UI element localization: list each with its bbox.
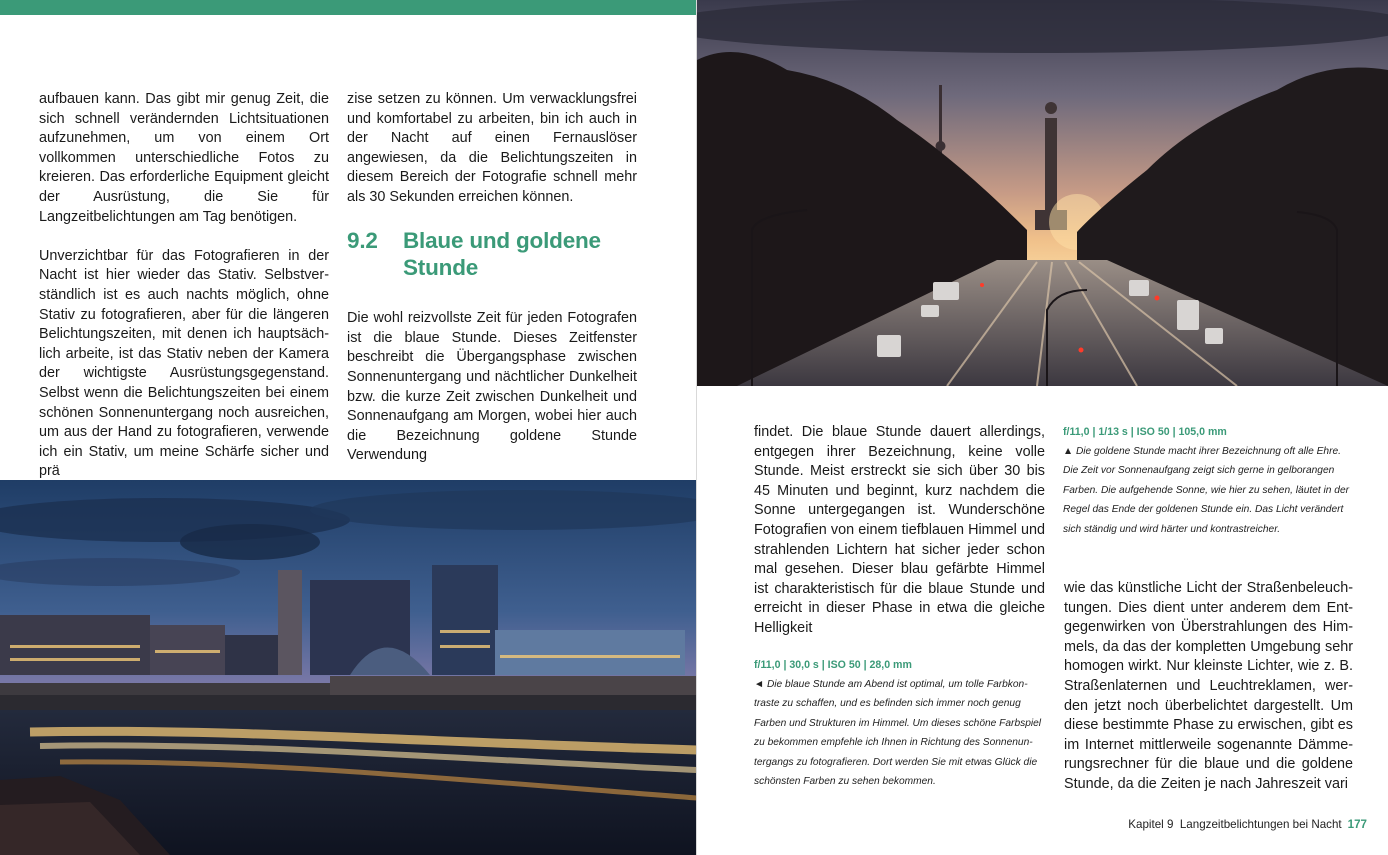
paragraph: findet. Die blaue Stunde dauert allerdings, entgegen ihrer Bezeichnung, keine volle Stunde. Meist erstreckt sie sich über 30 bis 45 Minuten und beginnt, kurz nachdem die Sonne untergegangen ist. Wunderschöne Fotografien von einem tiefblauen Himmel und strahlenden Lichtern hat sicher jeder schon mal gesehen. Dieser blau gefärbte Himmel ist charakteristisch für die blaue Stunde und erreicht in dieser Phase in etwa die gleiche Helligkeit <box>754 424 1045 636</box>
paragraph: Unverzichtbar für das Fotografieren in der Nacht ist hier wieder das Stativ. Selbstverständlich ist es auch nachts möglich, ohne Stativ zu fotografieren, aber für die längeren Belichtungszeiten, mit denen ich hauptsächlich arbeite, ist das Stativ neben der Kamera der wichtigste Ausrüstungsgegenstand. Selbst wenn die Belichtungszeiten bei einem schönen Sonnenuntergang noch ausreichen, um aus der Hand zu fotografieren, verwende ich ein Stativ, um meine Schärfe sicher und prä <box>39 247 329 480</box>
right-column-2 <box>1064 579 1353 814</box>
exif-info: f/11,0 | 30,0 s | ISO 50 | 28,0 mm <box>754 659 912 671</box>
page-number: 177 <box>1347 818 1367 831</box>
caption-golden-hour <box>1063 423 1355 539</box>
footer-chapter: Kapitel 9 <box>1128 818 1174 831</box>
caption-text: Die goldene Stunde macht ihrer Bezeichnung oft alle Ehre. Die Zeit vor Sonnenaufgang zeigt sich gerne in gelborangen Farben. Die aufgehende Sonne, wie hier zu sehen, läutet in der Regel das Ende der goldenen Stunde ein. Das Licht verändert sich ständig und wird härter und kontrastreicher. <box>1063 446 1350 535</box>
section-title: Blaue und goldene Stunde <box>403 228 601 281</box>
exif-info: f/11,0 | 1/13 s | ISO 50 | 105,0 mm <box>1063 426 1227 438</box>
caption-blue-hour <box>754 656 1048 791</box>
chapter-color-bar <box>0 0 697 15</box>
section-heading <box>347 227 637 281</box>
paragraph: zise setzen zu können. Um verwacklungsfrei und komfortabel zu arbeiten, bin ich auch in der Nacht auf einen Fernauslöser angewiesen, da die Belichtungszeiten in diesem Bereich der Fotografie schnell mehr als 30 Sekunden erreichen können. <box>347 91 637 205</box>
paragraph: Die wohl reizvollste Zeit für jeden Fotografen ist die blaue Stunde. Dieses Zeitfenster beschreibt die Übergangsphase zwischen Sonnenuntergang und nächtlicher Dunkelheit bzw. die kurze Zeit zwischen Dunkelheit und Sonnenaufgang am Morgen, wobei hier auch die Bezeichnung goldene Stunde Verwendung <box>347 310 637 464</box>
paragraph: aufbauen kann. Das gibt mir genug Zeit, die sich schnell verändernden Lichtsituationen aufzunehmen, um von einem Ort vollkommen unterschiedliche Fotos zu kreieren. Das erforderliche Equipment gleicht der Ausrüstung, die Sie für Langzeitbelichtungen am Tag benötigen. <box>39 91 329 225</box>
right-page <box>697 0 1388 855</box>
left-column-1 <box>39 90 329 501</box>
page-footer <box>1117 818 1367 831</box>
arrow-left-icon: ◄ <box>754 679 765 690</box>
section-number: 9.2 <box>347 228 378 254</box>
left-column-2 <box>347 90 637 486</box>
photo-golden-hour-avenue <box>697 0 1388 386</box>
right-column-1 <box>754 423 1045 658</box>
caption-text: Die blaue Stunde am Abend ist optimal, um tolle Farbkontraste zu schaffen, und es befinden sich immer noch genug Farben und Strukturen im Himmel. Um dieses schöne Farbspiel zu bekommen empfehle ich Ihnen in Richtung des Sonnenuntergangs zu fotografieren. Dort werden Sie mit etwas Glück die schönsten Farben zu sehen bekommen. <box>754 679 1042 788</box>
paragraph: wie das künstliche Licht der Straßenbeleuchtungen. Dies dient unter anderem dem Entgegenwirken von Überstrahlungen des Himmels, da das der kompletten Umgebung sehr homogen wirkt. Nur kleinste Lichter, wie z. B. Straßenlaternen und Leuchtreklamen, werden jetzt noch überbelichtet dargestellt. Um diese bestimmte Phase zu erwischen, gibt es im Internet mittlerweile sogenannte Dämmerungsrechner für die blaue und die goldene Stunde, da die Zeiten je nach Jahreszeit vari <box>1064 580 1353 792</box>
footer-title: Langzeitbelichtungen bei Nacht <box>1179 818 1342 831</box>
arrow-up-icon: ▲ <box>1063 446 1074 457</box>
photo-blue-hour-city <box>0 480 697 855</box>
